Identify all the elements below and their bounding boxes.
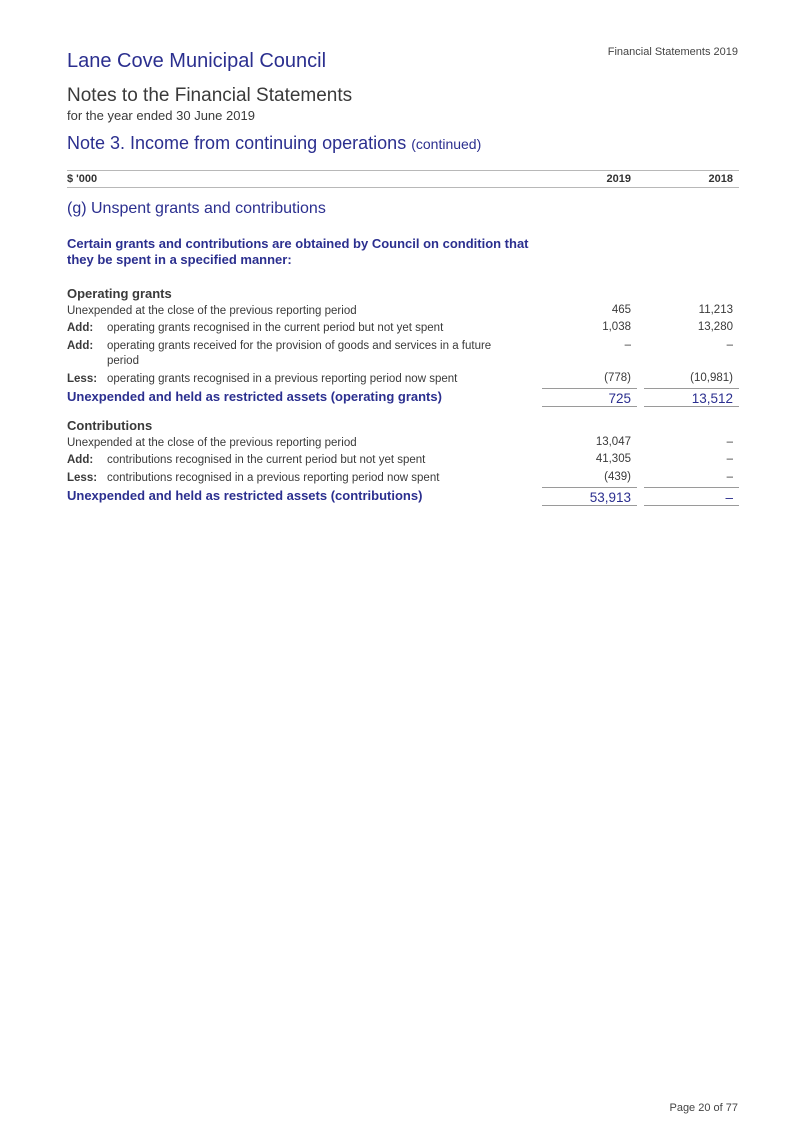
table-row <box>67 471 739 486</box>
row-label: contributions recognised in the current period but not yet spent <box>107 454 426 466</box>
row-label: operating grants recognised in the current period but not yet spent <box>107 322 444 334</box>
total-value-2019: 725 <box>608 391 631 406</box>
total-value-2018: 13,512 <box>691 391 733 406</box>
col-2018-header: 2018 <box>708 173 733 185</box>
total-rule-2018 <box>644 406 739 407</box>
value-2019: – <box>624 339 631 351</box>
row-label: operating grants received for the provision of goods and services in a future period <box>107 340 492 367</box>
note-continued: (continued) <box>411 136 482 152</box>
table-row <box>67 339 739 369</box>
page-title: Notes to the Financial Statements <box>67 85 353 106</box>
total-label: Unexpended and held as restricted assets (contributions) <box>67 488 423 503</box>
table-row <box>67 453 739 468</box>
value-2018: 13,280 <box>697 321 733 333</box>
table-row <box>67 321 739 336</box>
table-header <box>67 173 739 187</box>
council-name: Lane Cove Municipal Council <box>67 50 327 72</box>
total-rule-2019 <box>542 505 637 506</box>
unit-label: $ '000 <box>67 173 98 185</box>
statements-label: Financial Statements 2019 <box>607 46 738 58</box>
header-rule-top <box>67 170 739 171</box>
col-2019-header: 2019 <box>606 173 631 185</box>
total-value-2019: 53,913 <box>589 490 631 505</box>
value-2018: (10,981) <box>690 372 733 384</box>
total-rule-2018 <box>644 505 739 506</box>
value-2019: (439) <box>604 471 631 483</box>
row-keyword: Add: <box>67 454 94 466</box>
row-keyword: Less: <box>67 373 98 385</box>
table-row <box>67 304 739 319</box>
value-2018: – <box>726 471 733 483</box>
total-row-contributions <box>67 488 739 505</box>
value-2018: – <box>726 436 733 448</box>
note-title: Note 3. Income from continuing operations <box>67 133 407 153</box>
operating-heading: Operating grants <box>67 286 172 301</box>
total-value-2018: – <box>725 490 733 505</box>
row-label: Unexpended at the close of the previous reporting period <box>67 437 357 449</box>
contributions-heading: Contributions <box>67 418 153 433</box>
value-2018: – <box>726 453 733 465</box>
value-2019: 1,038 <box>602 321 631 333</box>
row-label: Unexpended at the close of the previous reporting period <box>67 305 357 317</box>
total-rule-2019 <box>542 406 637 407</box>
row-keyword: Less: <box>67 472 98 484</box>
value-2019: 465 <box>611 304 631 316</box>
table-row <box>67 436 739 451</box>
section-title: (g) Unspent grants and contributions <box>67 200 326 217</box>
value-2018: – <box>726 339 733 351</box>
row-label: operating grants recognised in a previous reporting period now spent <box>107 373 458 385</box>
row-keyword: Add: <box>67 322 94 334</box>
total-row-operating <box>67 389 739 406</box>
value-2019: 41,305 <box>595 453 631 465</box>
row-label: contributions recognised in a previous reporting period now spent <box>107 472 440 484</box>
page-subtitle: for the year ended 30 June 2019 <box>67 108 255 123</box>
table-row <box>67 372 739 387</box>
header-rule-bottom <box>67 187 739 188</box>
row-keyword: Add: <box>67 340 94 352</box>
value-2018: 11,213 <box>698 304 733 316</box>
value-2019: 13,047 <box>595 436 631 448</box>
note-heading <box>67 133 481 154</box>
section-intro: Certain grants and contributions are obtained by Council on condition that they be spent in a specified manner: <box>67 236 529 267</box>
value-2019: (778) <box>604 372 631 384</box>
page-number: Page 20 of 77 <box>669 1102 738 1114</box>
total-label: Unexpended and held as restricted assets (operating grants) <box>67 389 442 404</box>
